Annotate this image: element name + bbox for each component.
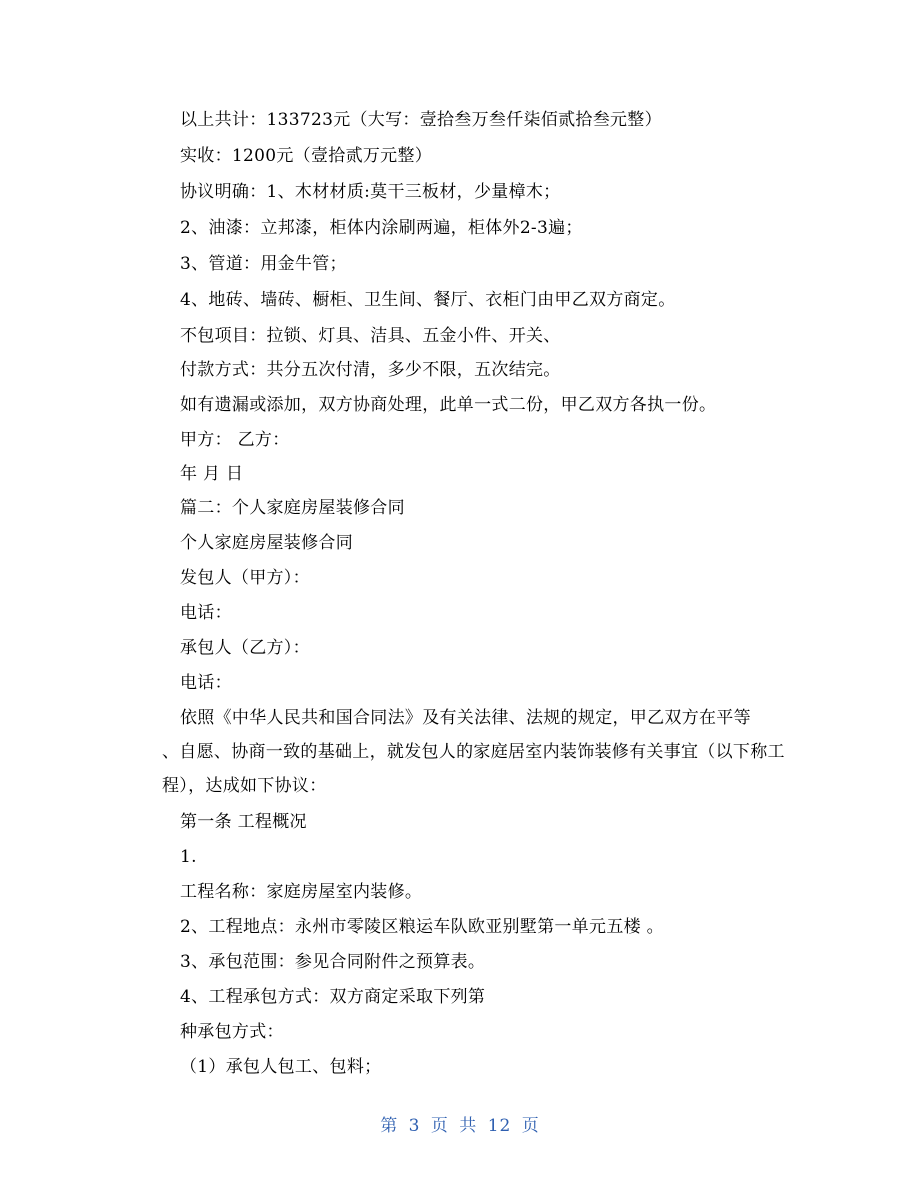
section-heading: 篇二：个人家庭房屋装修合同 — [180, 498, 405, 518]
text-line-method-cont: 种承包方式： — [180, 1022, 284, 1042]
text-line-method: 4、工程承包方式：双方商定采取下列第 — [180, 987, 486, 1007]
text-line-client: 发包人（甲方）： — [180, 568, 310, 588]
text-line-received: 实收：1200元（壹拾贰万元整） — [180, 146, 433, 166]
text-line-client-phone: 电话： — [180, 603, 232, 623]
text-line-option-1: （1）承包人包工、包料； — [180, 1057, 382, 1077]
text-line-scope: 3、承包范围：参见合同附件之预算表。 — [180, 952, 486, 972]
text-line-preamble-1: 依照《中华人民共和国合同法》及有关法律、法规的规定，甲乙双方在平等 — [180, 708, 751, 728]
contract-title: 个人家庭房屋装修合同 — [180, 533, 353, 553]
text-line-payment: 付款方式：共分五次付清，多少不限，五次结完。 — [180, 360, 561, 380]
page-number-footer: 第 3 页 共 12 页 — [380, 1116, 540, 1136]
text-line-contractor: 承包人（乙方）： — [180, 638, 310, 658]
text-line-item-1: 1. — [180, 847, 197, 867]
text-line-excluded: 不包项目：拉锁、灯具、洁具、五金小件、开关、 — [180, 326, 561, 346]
text-line-omissions: 如有遗漏或添加，双方协商处理，此单一式二份，甲乙双方各执一份。 — [180, 395, 717, 415]
text-line-tiles: 4、地砖、墙砖、橱柜、卫生间、餐厅、衣柜门由甲乙双方商定。 — [180, 290, 676, 310]
text-line-preamble-2: 、自愿、协商一致的基础上，就发包人的家庭居室内装饰装修有关事宜（以下称工 — [162, 742, 785, 762]
article-heading: 第一条 工程概况 — [180, 812, 307, 832]
text-line-contractor-phone: 电话： — [180, 673, 232, 693]
text-line-total: 以上共计：133723元（大写：壹拾叁万叁仟柒佰贰拾叁元整） — [180, 110, 662, 130]
text-line-pipes: 3、管道：用金牛管； — [180, 254, 347, 274]
text-line-agreement-wood: 协议明确：1、木材材质:莫干三板材，少量樟木； — [180, 182, 561, 202]
text-line-preamble-3: 程），达成如下协议： — [162, 776, 327, 796]
text-line-project-location: 2、工程地点：永州市零陵区粮运车队欧亚别墅第一单元五楼 。 — [180, 917, 664, 937]
text-line-project-name: 工程名称：家庭房屋室内装修。 — [180, 882, 423, 902]
text-line-parties: 甲方： 乙方： — [180, 430, 290, 450]
text-line-paint: 2、油漆：立邦漆，柜体内涂刷两遍，柜体外2-3遍； — [180, 218, 583, 238]
text-line-date: 年 月 日 — [180, 464, 244, 484]
